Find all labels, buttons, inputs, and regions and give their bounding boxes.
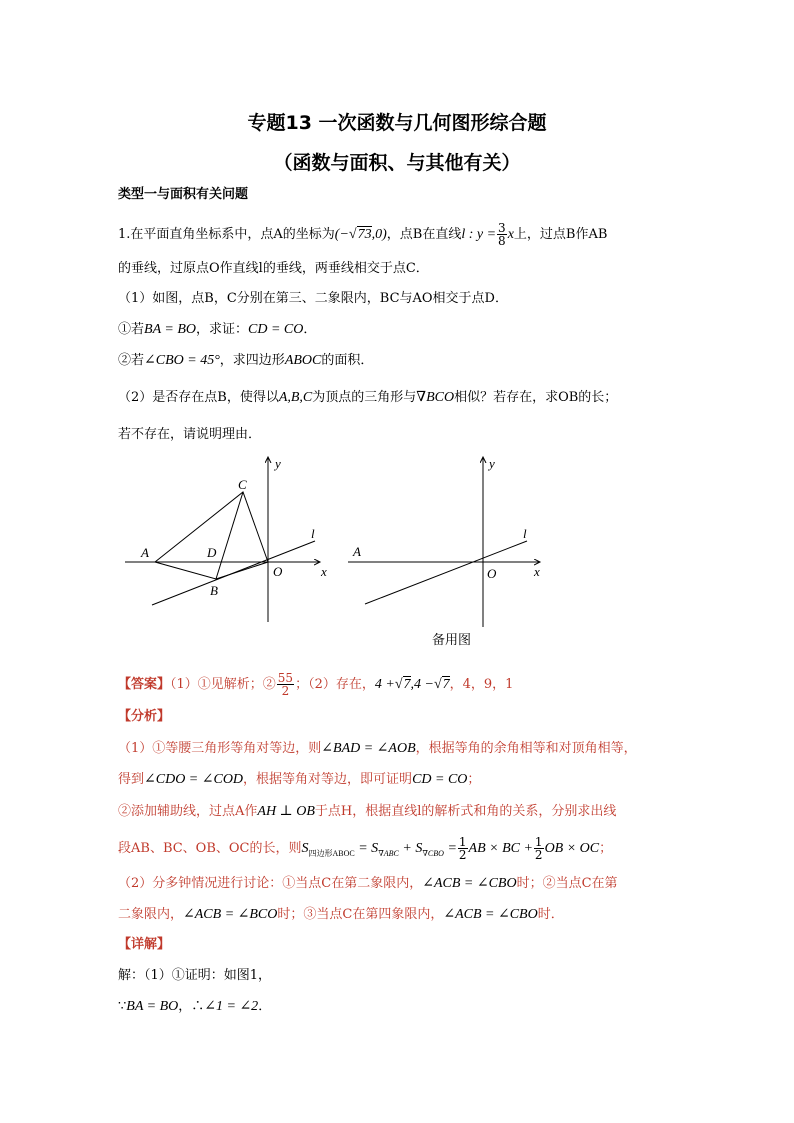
detail-tag: 【详解】 [118, 937, 171, 952]
fig2-l-label: l [523, 526, 527, 541]
analysis-line-3: ②添加辅助线，过点A作AH ⊥ OB于点H，根据直线l的解析式和角的关系，分别求出线 [118, 804, 617, 819]
geometry-figures [115, 452, 555, 657]
answer-fraction: $\frac{55}{2}$ [277, 671, 294, 698]
analysis-line-2: 得到∠CDO = ∠COD，根据等角对等边，即可证明CD = CO； [118, 772, 481, 787]
fig2-point-a: A [353, 544, 361, 559]
analysis-line-5: （2）分多钟情况进行讨论：①当点C在第二象限内，∠ACB = ∠CBO时；②当点C在第 [118, 876, 618, 891]
analysis-tag: 【分析】 [118, 709, 171, 724]
page-title: 专题13 一次函数与几何图形综合题 [247, 112, 547, 134]
problem-line-1: 1.在平面直角坐标系中，点A的坐标为(−√73,0)，点B在直线l : y = $\frac{3}{8}$ x上，过点B作AB [118, 221, 608, 248]
problem-line-7: 若不存在，请说明理由． [118, 427, 262, 442]
fig1-l-label: l [311, 526, 315, 541]
analysis-half-2: $\frac{1}{2}$ [534, 835, 543, 862]
fig1-point-d: D [207, 545, 217, 560]
fig1-y-label: y [275, 456, 281, 471]
fraction-three-eighths: $\frac{3}{8}$ [498, 221, 506, 248]
fig1-point-a: A [141, 545, 149, 560]
fig2-point-o: O [487, 566, 497, 581]
problem-line-6: （2）是否存在点B，使得以A,B,C为顶点的三角形与∇BCO相似？若存在，求OB的长； [118, 390, 618, 405]
figure-2-caption: 备用图 [432, 633, 472, 648]
answer-line: 【答案】（1）①见解析；② $\frac{55}{2}$ ；（2）存在，4 +√7,4 −√7，4，9，1 [118, 671, 514, 698]
analysis-line-4: 段AB、BC、OB、OC的长，则$S_{四边形ABOC} = S_{\nabla ABC} + S_{\nabla CBO}$ = $\frac{1}{2}$ AB × BC + $\frac{1}{2}$ OB × OC； [118, 835, 613, 862]
problem-line-2: 的垂线，过原点O作直线l的垂线，两垂线相交于点C． [118, 261, 429, 276]
fig1-segment-bc [216, 492, 243, 579]
fig2-y-label: y [489, 456, 495, 471]
fig1-point-b: B [210, 583, 218, 598]
page-subtitle: （函数与面积、与其他有关） [273, 152, 521, 174]
analysis-half-1: $\frac{1}{2}$ [458, 835, 467, 862]
fig1-x-label: x [321, 564, 327, 579]
figure-2 [348, 456, 540, 627]
answer-tag: 【答案】 [118, 677, 171, 692]
analysis-line-6: 二象限内，∠ACB = ∠BCO时；③当点C在第四象限内，∠ACB = ∠CBO时． [118, 907, 564, 922]
detail-line-2: ∵BA = BO，∴∠1 = ∠2． [118, 999, 272, 1014]
analysis-line-1: （1）①等腰三角形等角对等边，则∠BAD = ∠AOB，根据等角的余角相等和对顶角相等， [118, 741, 637, 756]
problem-line-5: ②若∠CBO = 45°，求四边形ABOC的面积． [118, 353, 374, 368]
fig2-x-label: x [534, 564, 540, 579]
problem-line-3: （1）如图，点B，C分别在第三、二象限内，BC与AO相交于点D． [118, 291, 508, 306]
figure-1 [125, 456, 327, 622]
fig1-point-o: O [273, 564, 283, 579]
fig2-line-l [365, 541, 527, 604]
fig1-point-c: C [238, 477, 247, 492]
problem-line-4: ①若BA = BO，求证：CD = CO． [118, 322, 317, 337]
detail-line-1: 解：（1）①证明：如图1， [118, 968, 272, 983]
section-heading: 类型一与面积有关问题 [118, 187, 249, 202]
